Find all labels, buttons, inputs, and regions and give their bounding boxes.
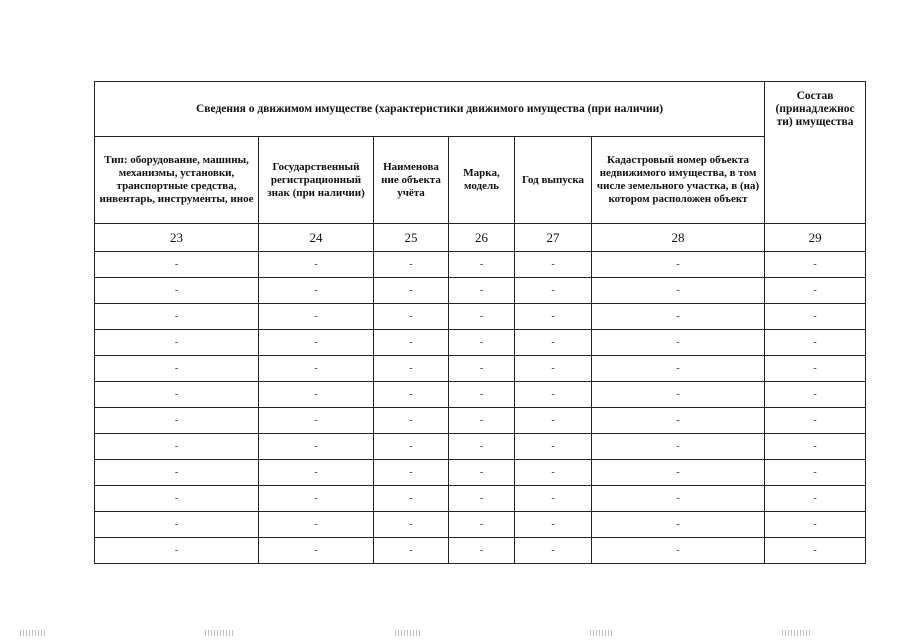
table-cell: -: [374, 460, 449, 486]
table-cell: -: [449, 434, 515, 460]
table-cell: -: [259, 382, 374, 408]
column-header-registration-plate: Государственный регистрационный знак (при наличии): [259, 137, 374, 224]
table-cell: -: [259, 460, 374, 486]
table-cell: -: [515, 304, 592, 330]
scan-artifact: [205, 630, 235, 636]
table-cell: -: [592, 356, 765, 382]
table-cell: -: [592, 382, 765, 408]
table-cell: -: [449, 460, 515, 486]
column-header-type: Тип: оборудование, машины, механизмы, установки, транспортные средства, инвентарь, инструменты, иное: [95, 137, 259, 224]
table-cell: -: [95, 408, 259, 434]
table-cell: -: [449, 356, 515, 382]
table-row: [95, 278, 866, 304]
table-cell: -: [374, 434, 449, 460]
table-cell: -: [592, 408, 765, 434]
table-cell: -: [592, 460, 765, 486]
table-cell: -: [592, 538, 765, 564]
table-cell: -: [259, 278, 374, 304]
table-cell: -: [765, 460, 866, 486]
table-cell: -: [374, 252, 449, 278]
table-cell: -: [95, 538, 259, 564]
table-cell: -: [765, 408, 866, 434]
table-cell: -: [449, 538, 515, 564]
table-cell: -: [765, 434, 866, 460]
table-cell: -: [259, 486, 374, 512]
column-header-cadastral-number: Кадастровый номер объекта недвижимого имущества, в том числе земельного участка, в (на) котором расположен объект: [592, 137, 765, 224]
table-cell: -: [374, 330, 449, 356]
table-cell: -: [374, 304, 449, 330]
movable-property-table-wrapper: [94, 81, 865, 564]
scan-artifact: [590, 630, 614, 636]
table-body: [95, 224, 866, 564]
table-cell: -: [259, 330, 374, 356]
table-row: [95, 382, 866, 408]
table-cell: -: [449, 278, 515, 304]
table-cell: -: [259, 538, 374, 564]
column-header-brand-model: Марка, модель: [449, 137, 515, 224]
table-row: [95, 330, 866, 356]
column-number: 26: [449, 224, 515, 252]
column-number: 24: [259, 224, 374, 252]
table-cell: -: [592, 304, 765, 330]
column-number: 27: [515, 224, 592, 252]
table-cell: -: [374, 278, 449, 304]
table-cell: -: [95, 304, 259, 330]
table-cell: -: [515, 278, 592, 304]
movable-property-table: [94, 81, 866, 564]
table-cell: -: [374, 382, 449, 408]
table-cell: -: [765, 304, 866, 330]
table-cell: -: [374, 538, 449, 564]
table-cell: -: [449, 512, 515, 538]
table-cell: -: [449, 382, 515, 408]
table-row: [95, 408, 866, 434]
table-cell: -: [765, 382, 866, 408]
table-cell: -: [259, 252, 374, 278]
table-cell: -: [374, 512, 449, 538]
column-header-object-name: Наименова ние объекта учёта: [374, 137, 449, 224]
table-cell: -: [515, 486, 592, 512]
table-cell: -: [592, 330, 765, 356]
table-cell: -: [765, 356, 866, 382]
composition-column-header: Состав (принадлежнос ти) имущества: [765, 82, 866, 224]
column-number: 28: [592, 224, 765, 252]
table-cell: -: [515, 252, 592, 278]
table-cell: -: [515, 512, 592, 538]
table-row: [95, 356, 866, 382]
table-cell: -: [765, 252, 866, 278]
table-cell: -: [515, 382, 592, 408]
table-cell: -: [515, 538, 592, 564]
table-cell: -: [765, 486, 866, 512]
table-row: [95, 434, 866, 460]
column-header-year: Год выпуска: [515, 137, 592, 224]
table-cell: -: [449, 486, 515, 512]
table-row: [95, 486, 866, 512]
table-cell: -: [95, 434, 259, 460]
table-cell: -: [95, 382, 259, 408]
table-cell: -: [515, 408, 592, 434]
column-numbers-row: [95, 224, 866, 252]
table-cell: -: [592, 434, 765, 460]
table-cell: -: [95, 330, 259, 356]
table-cell: -: [259, 512, 374, 538]
table-cell: -: [95, 278, 259, 304]
table-row: [95, 460, 866, 486]
table-row: [95, 304, 866, 330]
table-cell: -: [515, 460, 592, 486]
table-cell: -: [765, 278, 866, 304]
table-cell: -: [592, 512, 765, 538]
table-cell: -: [765, 512, 866, 538]
table-cell: -: [592, 486, 765, 512]
table-cell: -: [374, 356, 449, 382]
table-cell: -: [449, 330, 515, 356]
table-cell: -: [515, 330, 592, 356]
table-cell: -: [765, 538, 866, 564]
table-cell: -: [515, 356, 592, 382]
table-cell: -: [449, 252, 515, 278]
scan-artifact: [395, 630, 421, 636]
column-number: 23: [95, 224, 259, 252]
table-cell: -: [95, 356, 259, 382]
table-cell: -: [374, 408, 449, 434]
table-cell: -: [592, 278, 765, 304]
table-cell: -: [449, 304, 515, 330]
table-cell: -: [374, 486, 449, 512]
table-cell: -: [95, 486, 259, 512]
table-row: [95, 538, 866, 564]
column-number: 29: [765, 224, 866, 252]
table-cell: -: [515, 434, 592, 460]
table-cell: -: [259, 304, 374, 330]
table-cell: -: [259, 356, 374, 382]
table-cell: -: [95, 512, 259, 538]
table-cell: -: [592, 252, 765, 278]
table-cell: -: [95, 252, 259, 278]
table-row: [95, 252, 866, 278]
table-row: [95, 512, 866, 538]
table-cell: -: [449, 408, 515, 434]
table-cell: -: [765, 330, 866, 356]
table-cell: -: [259, 408, 374, 434]
table-cell: -: [259, 434, 374, 460]
group-title: Сведения о движимом имуществе (характеристики движимого имущества (при наличии): [95, 82, 765, 137]
scan-artifact: [782, 630, 810, 636]
scan-artifact: [20, 630, 46, 636]
column-number: 25: [374, 224, 449, 252]
table-cell: -: [95, 460, 259, 486]
